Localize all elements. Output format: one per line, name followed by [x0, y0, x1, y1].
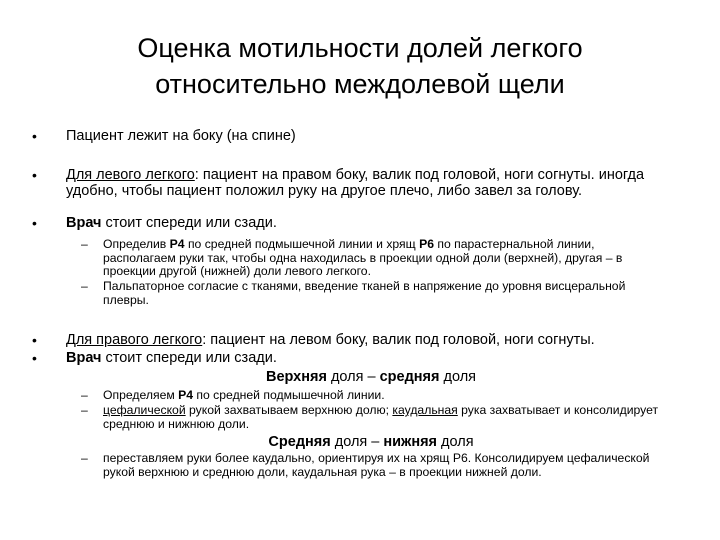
bullet-marker: •	[32, 167, 37, 183]
bullet-marker: •	[32, 332, 37, 348]
bullet-text: : пациент на левом боку, валик под головой, ноги согнуты.	[202, 332, 595, 348]
dash-marker: –	[81, 279, 88, 293]
dash-marker: –	[81, 388, 88, 402]
doctor-label: Врач	[66, 350, 102, 366]
bullet-text: : пациент на правом боку, валик под головой, ноги согнуты. иногда удобно, чтобы пациент положил руку на другое плечо, либо завел за голову.	[66, 167, 645, 199]
bullet-marker: •	[32, 215, 37, 231]
doctor-label: Врач	[66, 215, 102, 231]
bullet-text: Пациент лежит на боку (на спине)	[66, 128, 296, 144]
title-line-2: относительно междолевой щели	[155, 69, 565, 99]
left-lung-heading: Для левого легкого	[66, 167, 195, 183]
title-line-1: Оценка мотильности долей легкого	[137, 33, 583, 63]
right-sub-item-2: – цефалической рукой захватываем верхнюю долю; каудальная рука захватывает и консолидирует среднюю и нижнюю доли.	[81, 403, 659, 431]
bullet-marker: •	[32, 350, 37, 366]
dash-marker: –	[81, 451, 88, 465]
right-sub-item-1: – Определяем Р4 по средней подмышечной линии.	[81, 388, 385, 402]
bullet-right-lung	[32, 332, 676, 348]
slide-title	[60, 30, 660, 102]
left-sub-item-1: – Определив Р4 по средней подмышечной линии и хрящ Р6 по парастернальной линии, располагаем руки так, чтобы одна находилась в проекции одной доли (верхней), другая – в проекции другой (нижней) доли левого легкого.	[81, 237, 623, 278]
dash-marker: –	[81, 403, 88, 417]
right-lung-heading: Для правого легкого	[66, 332, 203, 348]
dash-marker: –	[81, 237, 88, 251]
right-sub-item-3: – переставляем руки более каудально, ориентируя их на хрящ Р6. Консолидируем цефалической рукой верхнюю и среднюю доли, каудальная рука – в проекции нижней доли.	[81, 451, 650, 479]
heading-upper-middle-lobe: Верхняя доля – средняя доля	[265, 369, 477, 385]
bullet-marker: •	[32, 128, 37, 144]
bullet-doctor-left	[32, 215, 676, 231]
heading-middle-lower-lobe: Средняя доля – нижняя доля	[268, 434, 474, 450]
bullet-text: стоит спереди или сзади.	[101, 215, 277, 231]
left-sub-item-2: – Пальпаторное согласие с тканями, введение тканей в напряжение до уровня висцеральной плевры.	[81, 279, 626, 307]
bullet-text: стоит спереди или сзади.	[101, 350, 277, 366]
bullet-left-lung	[32, 167, 676, 199]
bullet-patient-position	[32, 128, 676, 144]
bullet-doctor-right	[32, 350, 676, 366]
